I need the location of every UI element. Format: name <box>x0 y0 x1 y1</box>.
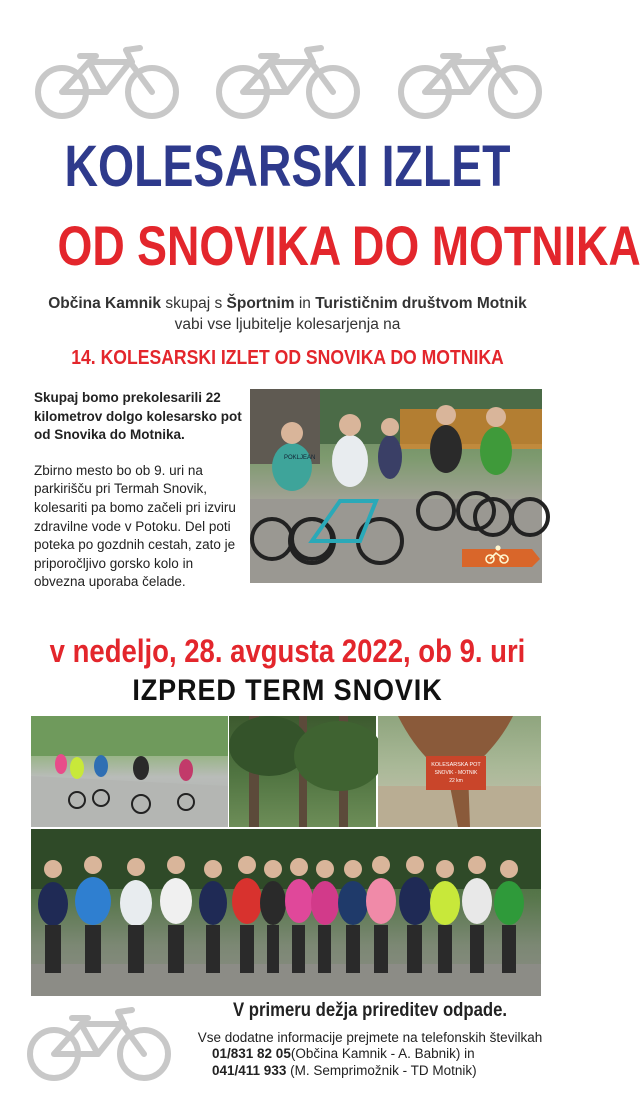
intro-connector: in <box>294 295 316 312</box>
event-location: IZPRED TERM SNOVIK <box>132 674 443 707</box>
event-date: v nedeljo, 28. avgusta 2022, ob 9. uri <box>49 633 526 669</box>
bicycle-icon <box>397 44 543 122</box>
trail-sign-line-1: KOLESARSKA POT <box>431 762 481 768</box>
trail-sign-line-3: 22 km <box>449 778 463 784</box>
organizer-name: Občina Kamnik <box>48 295 162 312</box>
jersey-text: POKLJEAN <box>284 455 316 461</box>
co-organizer-name: Športnim <box>226 295 295 312</box>
co-organizer-name: Turističnim društvom Motnik <box>315 295 527 312</box>
bicycle-icon <box>215 44 361 122</box>
phone-number: 01/831 82 05 <box>212 1046 291 1061</box>
rain-notice: V primeru dežja prireditev odpade. <box>232 1000 508 1021</box>
info-text: Vse dodatne informacije prejmete na telefonskih številkah <box>197 1030 543 1045</box>
trail-sign-line-2: SNOVIK - MOTNIK <box>434 770 478 776</box>
intro-line-2: vabi vse ljubitelje kolesarjenja na <box>174 316 401 333</box>
forest-photo <box>229 716 376 827</box>
contact-line-2 <box>212 1062 477 1080</box>
title-line-2: OD SNOVIKA DO MOTNIKA <box>57 214 641 277</box>
group-photo <box>31 829 541 996</box>
description-details: Zbirno mesto bo ob 9. uri na parkirišču pri Termah Snovik, kolesariti pa bomo začeli pri izviru zdravilne vode v Potoku. Del poti poteka po gozdnih cestah, zato je priporočljivo gorsko kolo in obvezna uporaba čelade. <box>34 462 236 590</box>
trail-sign-photo <box>378 716 541 827</box>
intro-connector: skupaj s <box>161 295 227 312</box>
bicycle-icon <box>26 1006 172 1084</box>
contact-name: (Občina Kamnik - A. Babnik) in <box>290 1046 475 1061</box>
riders-photo <box>250 389 542 583</box>
contact-line-1 <box>212 1045 475 1063</box>
contact-name: (M. Semprimožnik - TD Motnik) <box>286 1063 477 1078</box>
title-line-1: KOLESARSKI IZLET <box>64 134 511 199</box>
event-description <box>34 389 246 592</box>
event-name: 14. KOLESARSKI IZLET OD SNOVIKA DO MOTNIKA <box>71 347 504 369</box>
bicycle-icon <box>34 44 180 122</box>
phone-number: 041/411 933 <box>212 1063 287 1078</box>
intro-line-1 <box>0 295 575 313</box>
description-summary: Skupaj bomo prekolesarili 22 kilometrov dolgo kolesarsko pot od Snovika do Motnika. <box>34 390 242 443</box>
road-cyclists-photo <box>31 716 228 827</box>
